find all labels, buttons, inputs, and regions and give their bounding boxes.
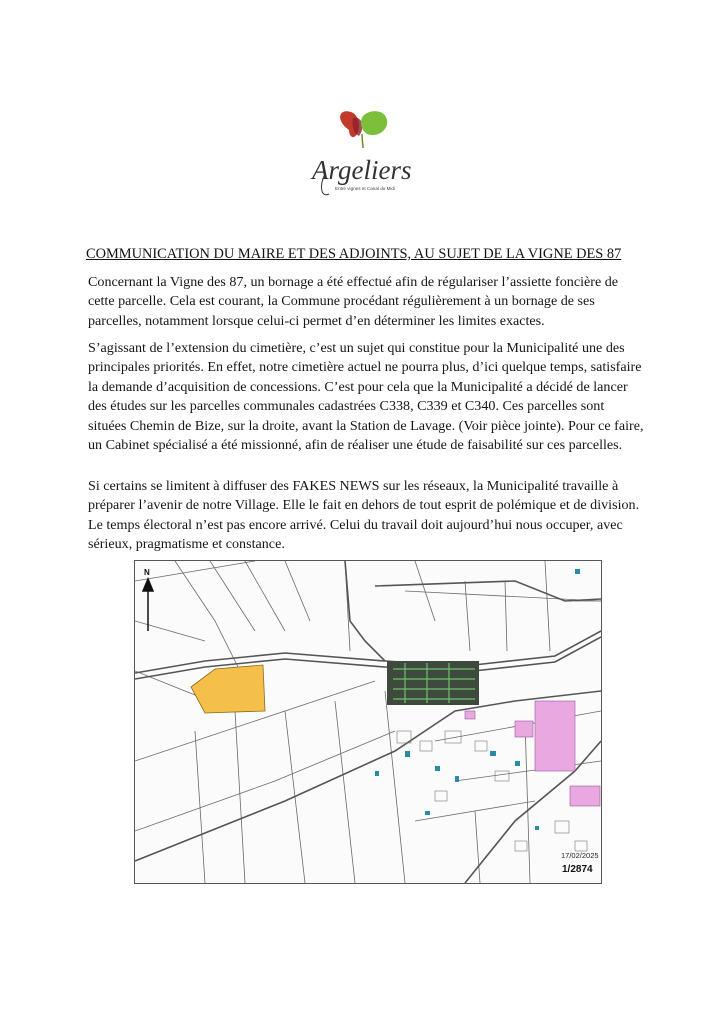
document-heading: COMMUNICATION DU MAIRE ET DES ADJOINTS, AU SUJET DE LA VIGNE DES 87	[86, 246, 622, 262]
logo-name: Argeliers	[312, 155, 412, 185]
cemetery-block	[387, 661, 479, 705]
highlighted-parcel	[191, 665, 265, 713]
map-scale: 1/2874	[562, 864, 593, 875]
cadastral-map	[134, 560, 602, 884]
logo-stem-icon	[362, 134, 363, 148]
argeliers-logo	[305, 108, 425, 203]
logo-green-leaf-icon	[361, 111, 387, 135]
north-label: N	[144, 568, 150, 577]
north-arrow-icon	[143, 579, 153, 631]
paragraph-cimetiere: S’agissant de l’extension du cimetière, c’est un sujet qui constitue pour la Municipalité une des principales priorités. En effet, notre cimetière actuel ne pourra plus, d’ici quelque temps, satisfaire la demande d’acquisition de concessions. C’est pour cela que la Municipalité a décidé de lancer des études sur les parcelles communales cadastrées C338, C339 et C340. Ces parcelles sont situées Chemin de Bize, sur la droite, avant la Station de Lavage. (Voir pièce jointe). Pour ce faire, un Cabinet spécialisé a été missionné, afin de réaliser une étude de faisabilité sur ces parcelles.	[88, 340, 644, 454]
map-date: 17/02/2025	[561, 851, 599, 860]
paragraph-bornage: Concernant la Vigne des 87, un bornage a été effectué afin de régulariser l’assiette foncière de cette parcelle. Cela est courant, la Commune procédant régulièrement à un bornage de ses parcelles, notamment lorsque celui-ci permet d’en déterminer les limites exactes.	[88, 274, 619, 329]
logo-tagline: Entre vignes et Canal du Midi	[335, 186, 396, 191]
paragraph-fake-news: Si certains se limitent à diffuser des FAKES NEWS sur les réseaux, la Municipalité travaille à préparer l’avenir de notre Village. Elle le fait en dehors de tout esprit de polémique et de division. Le temps électoral n’est pas encore arrivé. Celui du travail doit aujourd’hui nous occuper, avec sérieux, pragmatisme et constance.	[88, 478, 640, 553]
cadastral-map-drawing	[135, 561, 601, 883]
pink-buildings	[465, 701, 600, 806]
